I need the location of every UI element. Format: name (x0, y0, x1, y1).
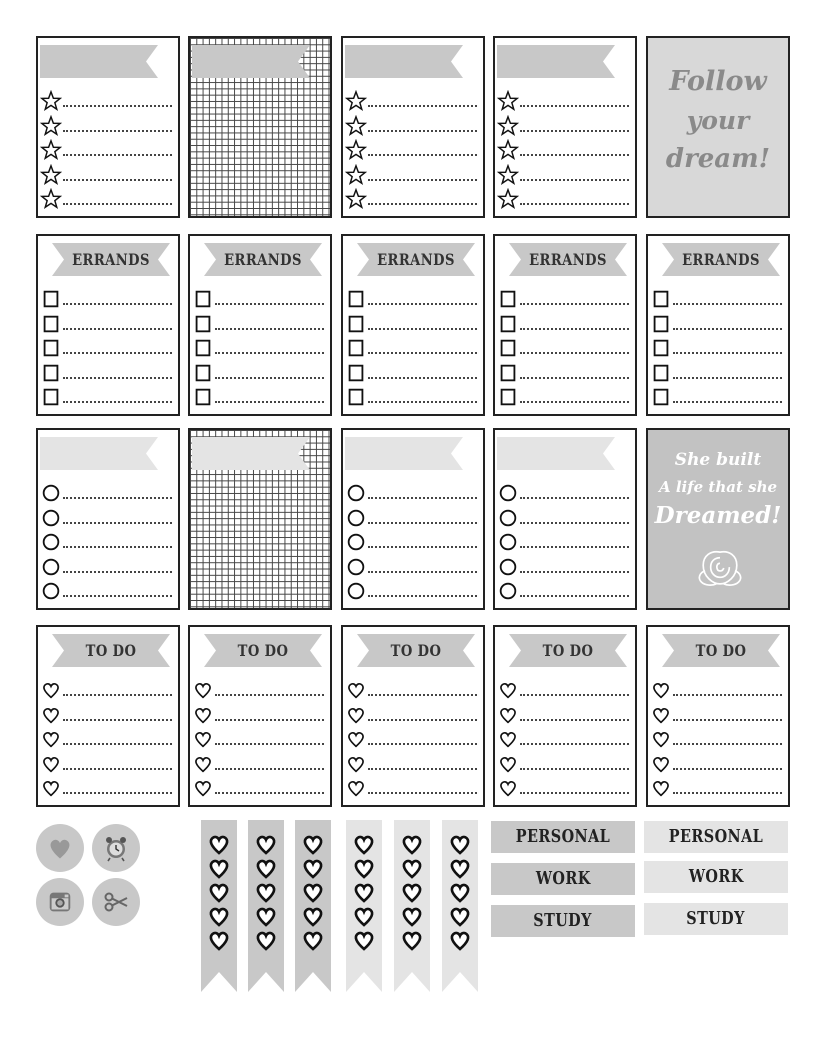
sticker-circles-2 (341, 428, 485, 610)
list-item (40, 89, 172, 114)
list-item (650, 336, 782, 361)
star-icon (497, 164, 519, 186)
list-item (650, 287, 782, 312)
heart-icon (497, 679, 519, 701)
list-item (345, 163, 477, 188)
checkbox-icon (40, 313, 62, 335)
heart-icon (192, 704, 214, 726)
banner-title: ERRANDS (529, 250, 607, 269)
list-item (192, 678, 324, 703)
heart-icon (400, 928, 424, 952)
list-item (497, 776, 629, 801)
checkbox-list (345, 287, 477, 410)
heart-icon (650, 679, 672, 701)
list-item (40, 336, 172, 361)
checkbox-icon (650, 313, 672, 335)
sticker-circles-3 (493, 428, 637, 610)
list-item (192, 287, 324, 312)
heart-icon (345, 777, 367, 799)
list-item (497, 138, 629, 163)
sticker-circle-heart (36, 824, 84, 872)
circle-icon (40, 482, 62, 504)
heart-icon (40, 679, 62, 701)
list-item (40, 752, 172, 777)
list-item (40, 776, 172, 801)
banner-title: TO DO (85, 641, 137, 660)
checkbox-icon (497, 313, 519, 335)
checkbox-list (497, 287, 629, 410)
quote-line: dream! (665, 144, 771, 174)
list-item (192, 776, 324, 801)
list-item (40, 187, 172, 212)
sticker-errands-4 (493, 234, 637, 416)
alarm-clock-icon (101, 833, 131, 863)
heart-icon (254, 856, 278, 880)
banner-title: TO DO (237, 641, 289, 660)
list-item (650, 678, 782, 703)
heart-tab-3 (295, 820, 331, 992)
heart-icon (301, 880, 325, 904)
heart-icon (301, 928, 325, 952)
label-text: PERSONAL (515, 826, 611, 847)
label-study (644, 903, 788, 935)
circle-icon (345, 507, 367, 529)
list-item (497, 555, 629, 580)
list-item (345, 727, 477, 752)
banner-title: ERRANDS (377, 250, 455, 269)
heart-tab-6 (442, 820, 478, 992)
sticker-todo-4 (493, 625, 637, 807)
sticker-grid-2 (188, 428, 332, 610)
banner-ribbon (345, 437, 463, 470)
list-item (345, 138, 477, 163)
heart-icon (301, 832, 325, 856)
camera-icon (46, 888, 74, 916)
list-item (497, 163, 629, 188)
heart-icon (650, 777, 672, 799)
banner-title: ERRANDS (682, 250, 760, 269)
banner-ribbon (497, 437, 615, 470)
heart-icon (352, 904, 376, 928)
checkbox-icon (40, 362, 62, 384)
heart-icon (192, 679, 214, 701)
checkbox-icon (192, 313, 214, 335)
heart-icon (192, 728, 214, 750)
star-icon (345, 90, 367, 112)
label-text: STUDY (533, 910, 593, 931)
heart-list (497, 678, 629, 801)
star-icon (497, 139, 519, 161)
list-item (497, 114, 629, 139)
heart-icon (345, 679, 367, 701)
list-item (345, 114, 477, 139)
checkbox-icon (40, 337, 62, 359)
banner-ribbon (192, 437, 310, 470)
sticker-circle-camera (36, 878, 84, 926)
heart-icon (207, 928, 231, 952)
list-item (192, 703, 324, 728)
list-item (345, 555, 477, 580)
banner-ribbon (497, 45, 615, 78)
sticker-circle-alarm (92, 824, 140, 872)
circle-icon (497, 482, 519, 504)
checkbox-icon (192, 337, 214, 359)
list-item (497, 187, 629, 212)
list-item (192, 312, 324, 337)
list-item (40, 506, 172, 531)
heart-tab-5 (394, 820, 430, 992)
list-item (650, 312, 782, 337)
heart-icon (40, 704, 62, 726)
checkbox-icon (650, 386, 672, 408)
heart-icon (207, 856, 231, 880)
circle-icon (497, 531, 519, 553)
list-item (345, 336, 477, 361)
checkbox-icon (497, 288, 519, 310)
banner-title: ERRANDS (72, 250, 150, 269)
list-item (192, 752, 324, 777)
banner-ribbon (345, 45, 463, 78)
label-personal (644, 821, 788, 853)
list-item (345, 312, 477, 337)
checkbox-icon (497, 386, 519, 408)
star-icon (497, 115, 519, 137)
heart-icon (207, 880, 231, 904)
star-icon (40, 188, 62, 210)
sticker-todo-5 (646, 625, 790, 807)
heart-icon (352, 880, 376, 904)
heart-list (40, 678, 172, 801)
list-item (345, 703, 477, 728)
heart-icon (40, 728, 62, 750)
list-item (192, 727, 324, 752)
heart-icon (400, 880, 424, 904)
quote-line: your (686, 106, 750, 135)
heart-tab-1 (201, 820, 237, 992)
list-item (345, 678, 477, 703)
sticker-stars-1 (36, 36, 180, 218)
circle-icon (40, 507, 62, 529)
scissors-icon (101, 887, 131, 917)
label-work (491, 863, 635, 895)
checkbox-list (40, 287, 172, 410)
heart-icon (254, 928, 278, 952)
quote-line: Dreamed! (654, 502, 782, 529)
banner-title: ERRANDS (224, 250, 302, 269)
heart-icon (254, 832, 278, 856)
banner-title: TO DO (695, 641, 747, 660)
heart-icon (207, 904, 231, 928)
label-text: PERSONAL (668, 826, 764, 847)
heart-icon (650, 753, 672, 775)
heart-icon (254, 880, 278, 904)
heart-icon (40, 753, 62, 775)
circle-icon (345, 580, 367, 602)
circle-icon (345, 531, 367, 553)
sticker-errands-1 (36, 234, 180, 416)
list-item (40, 530, 172, 555)
heart-icon (448, 856, 472, 880)
heart-icon (254, 904, 278, 928)
heart-tab-2 (248, 820, 284, 992)
label-work (644, 861, 788, 893)
list-item (497, 481, 629, 506)
list-item (497, 727, 629, 752)
banner-ribbon (40, 437, 158, 470)
circle-icon (345, 556, 367, 578)
heart-list (192, 678, 324, 801)
sticker-todo-1 (36, 625, 180, 807)
quote-line: She built (674, 450, 762, 470)
star-icon (345, 164, 367, 186)
sticker-todo-3 (341, 625, 485, 807)
checkbox-icon (192, 386, 214, 408)
list-item (650, 727, 782, 752)
list-item (40, 163, 172, 188)
checkbox-icon (40, 288, 62, 310)
heart-icon (497, 753, 519, 775)
star-icon (345, 188, 367, 210)
list-item (40, 287, 172, 312)
list-item (497, 752, 629, 777)
banner-title: TO DO (542, 641, 594, 660)
star-icon (345, 115, 367, 137)
checkbox-icon (650, 337, 672, 359)
checkbox-list (650, 287, 782, 410)
sticker-quote-follow (646, 36, 790, 218)
checkbox-icon (345, 362, 367, 384)
list-item (345, 187, 477, 212)
label-personal (491, 821, 635, 853)
heart-icon (400, 856, 424, 880)
list-item (345, 752, 477, 777)
list-item (345, 776, 477, 801)
heart-icon (497, 777, 519, 799)
rose-icon (692, 544, 748, 592)
list-item (497, 703, 629, 728)
list-item (497, 678, 629, 703)
checkbox-icon (345, 288, 367, 310)
banner-ribbon (40, 45, 158, 78)
checkbox-icon (497, 362, 519, 384)
quote-line: A life that she (658, 478, 778, 496)
heart-icon (448, 832, 472, 856)
heart-icon (497, 704, 519, 726)
list-item (345, 579, 477, 604)
label-text: WORK (535, 868, 591, 889)
circle-list (345, 481, 477, 604)
sticker-errands-3 (341, 234, 485, 416)
list-item (497, 312, 629, 337)
sticker-circle-scissors (92, 878, 140, 926)
circle-icon (40, 531, 62, 553)
list-item (497, 336, 629, 361)
list-item (345, 506, 477, 531)
list-item (497, 287, 629, 312)
list-item (40, 312, 172, 337)
circle-list (497, 481, 629, 604)
circle-icon (40, 580, 62, 602)
heart-icon (301, 904, 325, 928)
circle-icon (497, 507, 519, 529)
sticker-errands-5 (646, 234, 790, 416)
label-text: STUDY (686, 908, 746, 929)
sticker-grid-1 (188, 36, 332, 218)
sticker-todo-2 (188, 625, 332, 807)
heart-icon (497, 728, 519, 750)
list-item (345, 89, 477, 114)
checkbox-icon (650, 362, 672, 384)
list-item (40, 579, 172, 604)
sticker-stars-2 (341, 36, 485, 218)
heart-icon (448, 904, 472, 928)
banner-title: TO DO (390, 641, 442, 660)
heart-icon (207, 832, 231, 856)
star-list (345, 89, 477, 212)
list-item (192, 385, 324, 410)
heart-icon (301, 856, 325, 880)
star-icon (40, 139, 62, 161)
circle-icon (40, 556, 62, 578)
list-item (650, 385, 782, 410)
heart-list (345, 678, 477, 801)
heart-icon (46, 834, 74, 862)
list-item (497, 579, 629, 604)
sticker-circles-1 (36, 428, 180, 610)
list-item (345, 385, 477, 410)
list-item (650, 703, 782, 728)
heart-icon (400, 832, 424, 856)
heart-icon (352, 928, 376, 952)
checkbox-icon (345, 313, 367, 335)
star-icon (40, 115, 62, 137)
heart-list (650, 678, 782, 801)
heart-tab-4 (346, 820, 382, 992)
star-icon (345, 139, 367, 161)
list-item (345, 481, 477, 506)
list-item (650, 752, 782, 777)
checkbox-icon (345, 386, 367, 408)
list-item (497, 506, 629, 531)
list-item (40, 727, 172, 752)
list-item (40, 385, 172, 410)
circle-icon (497, 580, 519, 602)
checkbox-icon (650, 288, 672, 310)
heart-icon (650, 728, 672, 750)
quote-line: Follow (669, 66, 767, 97)
checkbox-icon (497, 337, 519, 359)
checkbox-icon (192, 362, 214, 384)
list-item (40, 678, 172, 703)
list-item (40, 361, 172, 386)
list-item (345, 530, 477, 555)
list-item (497, 385, 629, 410)
star-list (497, 89, 629, 212)
heart-icon (352, 832, 376, 856)
heart-icon (650, 704, 672, 726)
heart-icon (345, 728, 367, 750)
heart-icon (448, 880, 472, 904)
list-item (40, 114, 172, 139)
star-icon (40, 164, 62, 186)
circle-icon (497, 556, 519, 578)
heart-icon (352, 856, 376, 880)
banner-ribbon (192, 45, 310, 78)
list-item (497, 89, 629, 114)
list-item (40, 138, 172, 163)
list-item (40, 481, 172, 506)
sticker-stars-3 (493, 36, 637, 218)
circle-icon (345, 482, 367, 504)
list-item (345, 287, 477, 312)
checkbox-icon (345, 337, 367, 359)
list-item (650, 361, 782, 386)
list-item (650, 776, 782, 801)
heart-icon (345, 753, 367, 775)
sticker-errands-2 (188, 234, 332, 416)
list-item (345, 361, 477, 386)
label-text: WORK (688, 866, 744, 887)
list-item (40, 703, 172, 728)
list-item (192, 336, 324, 361)
heart-icon (40, 777, 62, 799)
checkbox-icon (192, 288, 214, 310)
label-study (491, 905, 635, 937)
list-item (192, 361, 324, 386)
list-item (497, 530, 629, 555)
heart-icon (192, 777, 214, 799)
star-icon (497, 90, 519, 112)
heart-icon (345, 704, 367, 726)
star-icon (40, 90, 62, 112)
heart-icon (192, 753, 214, 775)
list-item (497, 361, 629, 386)
heart-icon (400, 904, 424, 928)
list-item (40, 555, 172, 580)
sticker-quote-she-built (646, 428, 790, 610)
star-list (40, 89, 172, 212)
circle-list (40, 481, 172, 604)
heart-icon (448, 928, 472, 952)
star-icon (497, 188, 519, 210)
checkbox-list (192, 287, 324, 410)
checkbox-icon (40, 386, 62, 408)
